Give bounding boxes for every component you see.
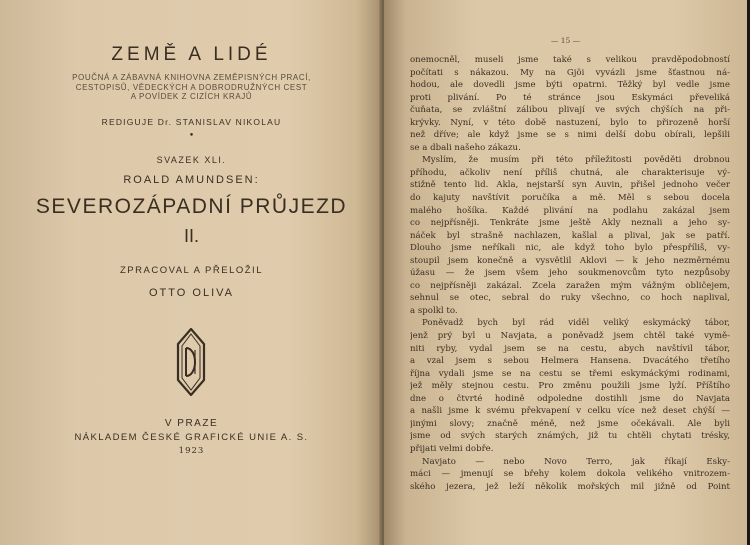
text-line: jež měly stejnou cestu. Pro změnu použili jsme lyží. Příštího [410, 381, 730, 392]
series-description-line-2: CESTOPISŮ, VĚDECKÝCH A DOBRODRUŽNÝCH CEST [75, 82, 308, 92]
text-line: co nejpřísněji. Tenkráte jsme ještě Akly neznali a jeho sy- [410, 218, 730, 229]
text-line: náček byl strašně nachlazen, kašlal a plival, jak se patří. [410, 230, 730, 241]
text-line: dne o čtvrté hodině odpoledne dostihli jsme do Navjata [410, 393, 730, 404]
text-line: čuňata, se zvláštní zálibou plivají ve svých chýších na při- [410, 105, 730, 116]
text-line: října vydali jsme se na cestu se třemi eskymáckými rodinami, [410, 368, 730, 379]
text-line: jsme od svých starých známých, již tu chtěli chytati trésky, [410, 431, 730, 442]
volume-number: SVAZEK XLI. [156, 155, 227, 165]
text-line: krývky. Nyní, v této době nastuzení, bylo to přirozeně horší [410, 117, 730, 128]
text-line: Dlouho jsme neříkali nic, ale když toho bylo přespříliš, vy- [410, 243, 730, 254]
editor-line: REDIGUJE Dr. STANISLAV NIKOLAU [101, 117, 282, 127]
publication-city: V PRAZE [164, 418, 219, 429]
text-line: počítati s nákazou. My na Gjöi vyvázli jsme šťastnou ná- [410, 67, 730, 78]
text-line: stižně tento lid. Akla, nejstarší syn Auvin, přišel jednoho večer [410, 180, 730, 191]
publisher-emblem-icon [176, 328, 206, 396]
publisher: NÁKLADEM ČESKÉ GRAFICKÉ UNIE A. S. [74, 432, 309, 443]
text-line: příhodu, ačkoliv není příliš chutná, ale charakterisuje vý- [410, 167, 730, 178]
text-line: Myslím, že musím při této příležitosti pověděti drobnou [422, 155, 730, 166]
text-line: sehnul se otec, sebral do ruky všechno, co hoch naplival, [410, 293, 730, 304]
text-line: stoupil jsem konečně a vysvětlil Aklovi — k jeho nezměrnému [410, 255, 730, 266]
text-line: niti ryby, vydal jsem se na cestu, abych navštívil tábor, [410, 343, 730, 354]
series-title: ZEMĚ A LIDÉ [111, 44, 272, 65]
text-line: do kajuty navštívit poručíka a mě. Měl s sebou docela [410, 193, 730, 204]
text-line: onemocněl, museli jsme také s velikou pravděpodobností [410, 55, 730, 65]
text-line: a vzal jsem s sebou Helmera Hansena. Dvacátého třetího [410, 356, 730, 367]
text-line: přijati velmi dobře. [410, 443, 494, 454]
text-line: proti plivání. Po té stránce jsou Eskymáci převeliká [410, 92, 730, 103]
text-line: jenž prý byl u Navjata, a poněvadž jsem chtěl také vymě- [410, 331, 730, 342]
series-description-line-3: A POVÍDEK Z CIZÍCH KRAJŮ [130, 92, 253, 101]
text-line: a spolkl to. [410, 305, 458, 316]
text-line: hodou, ale dovedli jsme býti opatrni. Těžký byl vedle jsme [410, 80, 730, 91]
book-title: SEVEROZÁPADNÍ PRŮJEZD [35, 195, 348, 218]
author: ROALD AMUNDSEN: [123, 174, 260, 186]
text-line: než dříve; ale když jsme se s nimi delší dobu obírali, lepšili [410, 130, 730, 141]
publication-year: 1923 [178, 446, 205, 456]
text-line: co nejpřísněji zakázal. Zcela zaražen mým vážným obličejem, [410, 280, 730, 291]
text-line: Poněvadž bych byl rád viděl veliký eskymácký tábor, [422, 318, 730, 329]
book-part: II. [183, 226, 199, 246]
ornament-bullet: • [188, 131, 195, 141]
text-line: a našli jsme k svému překvapení v celku více než deset chýší — [410, 406, 730, 417]
translator: OTTO OLIVA [149, 287, 234, 299]
text-line: ského jezera, jež leží několik mořských mil jižně od Point [410, 481, 730, 492]
text-line: úžasu — že jsem všem jeho soukmenovcům tyto nezpůsoby [410, 268, 730, 279]
series-description-line-1: POUČNÁ A ZÁBAVNÁ KNIHOVNA ZEMĚPISNÝCH PRACÍ, [72, 73, 311, 82]
text-line: malého hošíka. Každé plivání na podlahu zakázal jsem [410, 205, 730, 216]
text-line: se a dbali našeho zákazu. [410, 142, 521, 153]
text-line: Navjato — nebo Novo Terro, jak říkají Esky- [422, 456, 730, 467]
page-number: — 15 — [550, 36, 581, 45]
processed-by: ZPRACOVAL A PŘELOŽIL [120, 265, 263, 276]
text-line: jinými slovy; značně méně, než jsme očekávali. Ale byli [410, 418, 730, 429]
body-text [410, 54, 730, 493]
text-line: máci — jmenují se břehy kolem dokola velikého vnitrozem- [410, 469, 730, 480]
